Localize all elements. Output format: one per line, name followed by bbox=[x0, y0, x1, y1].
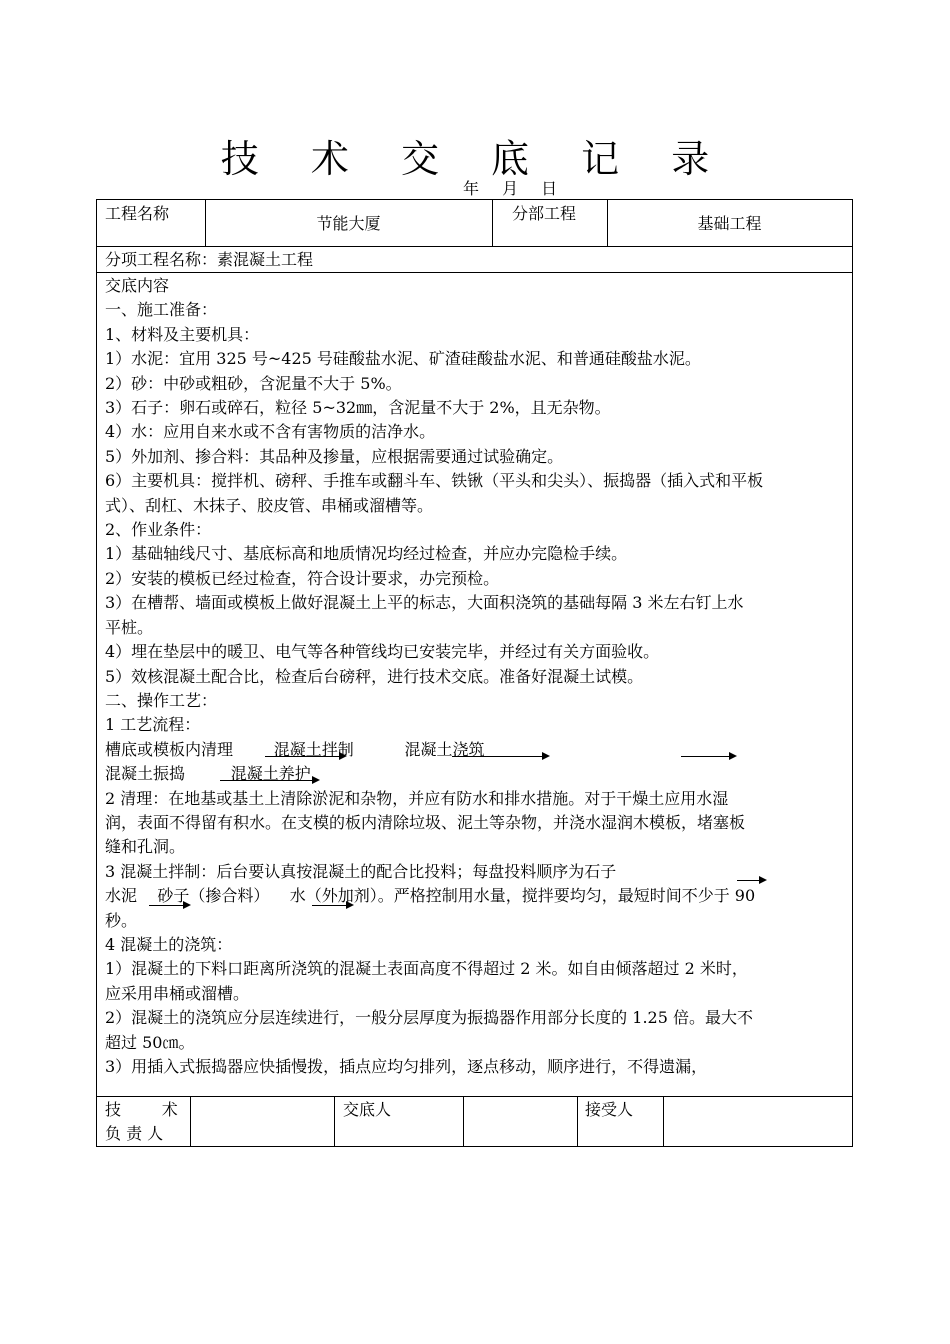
process-flow-line: 槽底或模板内清理 混凝土拌制 混凝土浇筑 bbox=[105, 739, 485, 759]
divider bbox=[492, 200, 493, 246]
flow-arrow-icon bbox=[265, 756, 345, 757]
content-line: 2 清理：在地基或基土上清除淤泥和杂物，并应有防水和排水措施。对于干燥土应用水湿 bbox=[105, 788, 729, 808]
flow-arrow-icon bbox=[312, 905, 352, 906]
subitem-name: 分项工程名称：素混凝土工程 bbox=[105, 250, 314, 269]
content-line: 3）石子：卵石或碎石，粒径 5~32㎜，含泥量不大于 2%，且无杂物。 bbox=[105, 398, 611, 418]
content-line: 超过 50㎝。 bbox=[105, 1032, 195, 1052]
content-line: 交底内容 bbox=[105, 276, 170, 295]
content-line: 2）砂：中砂或粗砂，含泥量不大于 5%。 bbox=[105, 373, 402, 393]
content-line: 1）水泥：宜用 325 号~425 号硅酸盐水泥、矿渣硅酸盐水泥、和普通硅酸盐水泥。 bbox=[105, 349, 701, 369]
date-line: 年 月 日 bbox=[463, 179, 558, 198]
flow-arrow-icon bbox=[149, 905, 189, 906]
project-name-value: 节能大厦 bbox=[316, 214, 381, 233]
divider bbox=[190, 1096, 191, 1146]
divider bbox=[97, 272, 852, 273]
disclosure-content bbox=[105, 274, 847, 1079]
process-flow-line: 混凝土振捣 混凝土养护 bbox=[105, 764, 311, 784]
division-value: 基础工程 bbox=[697, 214, 762, 233]
tech-lead-label: 负 责 人 bbox=[105, 1124, 164, 1143]
content-line: 2）混凝土的浇筑应分层连续进行，一般分层厚度为振捣器作用部分长度的 1.25 倍。最大不 bbox=[105, 1008, 753, 1028]
divider bbox=[577, 1096, 578, 1146]
content-line: 3 混凝土拌制：后台要认真按混凝土的配合比投料；每盘投料顺序为石子 bbox=[105, 861, 617, 881]
tech-lead-label: 技 术 bbox=[105, 1100, 178, 1119]
flow-arrow-icon bbox=[681, 756, 735, 757]
divider bbox=[97, 1096, 852, 1097]
content-line: 2）安装的模板已经过检查，符合设计要求，办完预检。 bbox=[105, 568, 500, 588]
content-line: 一、施工准备： bbox=[105, 300, 218, 320]
flow-arrow-icon bbox=[452, 756, 548, 757]
content-line: 二、操作工艺： bbox=[105, 690, 218, 710]
content-line: 1）基础轴线尺寸、基底标高和地质情况均经过检查，并应办完隐检手续。 bbox=[105, 544, 628, 564]
content-line: 5）效核混凝土配合比，检查后台磅秤，进行技术交底。准备好混凝土试模。 bbox=[105, 666, 644, 686]
content-line: 1 工艺流程： bbox=[105, 715, 201, 735]
content-line: 润，表面不得留有积水。在支模的板内清除垃圾、泥土等杂物，并浇水湿润木模板，堵塞板 bbox=[105, 812, 746, 832]
content-line: 式）、刮杠、木抹子、胶皮管、串桶或溜槽等。 bbox=[105, 495, 434, 515]
content-line: 平桩。 bbox=[105, 617, 154, 637]
content-line: 4）水：应用自来水或不含有害物质的洁净水。 bbox=[105, 422, 436, 442]
content-line: 5）外加剂、掺合料：其品种及掺量，应根据需要通过试验确定。 bbox=[105, 446, 564, 466]
divider bbox=[97, 246, 852, 247]
content-line: 缝和孔洞。 bbox=[105, 837, 186, 857]
flow-arrow-icon bbox=[737, 880, 765, 881]
content-line: 秒。 bbox=[105, 910, 138, 930]
discloser-label: 交底人 bbox=[343, 1100, 392, 1119]
content-line: 2、作业条件： bbox=[105, 520, 212, 540]
content-line: 1）混凝土的下料口距离所浇筑的混凝土表面高度不得超过 2 米。如自由倾落超过 2 米时， bbox=[105, 959, 748, 979]
divider bbox=[334, 1096, 335, 1146]
content-line: 6）主要机具：搅拌机、磅秤、手推车或翻斗车、铁锹（平头和尖头）、振捣器（插入式和平板 bbox=[105, 471, 764, 491]
flow-arrow-icon bbox=[220, 780, 318, 781]
document-title: 技 术 交 底 记 录 bbox=[220, 137, 730, 181]
content-line: 3）用插入式振捣器应快插慢拨，插点应均匀排列，逐点移动，顺序进行，不得遗漏， bbox=[105, 1057, 708, 1076]
divider bbox=[663, 1096, 664, 1146]
content-line: 1、材料及主要机具： bbox=[105, 324, 260, 344]
divider bbox=[463, 1096, 464, 1146]
record-table bbox=[96, 199, 853, 1147]
content-line: 水泥 砂子（掺合料） 水（外加剂）。严格控制用水量，搅拌要均匀，最短时间不少于 90 bbox=[105, 886, 756, 906]
division-label: 分部工程 bbox=[512, 204, 577, 223]
content-line: 应采用串桶或溜槽。 bbox=[105, 983, 250, 1003]
content-line: 4）埋在垫层中的暖卫、电气等各种管线均已安装完毕，并经过有关方面验收。 bbox=[105, 642, 660, 662]
content-line: 4 混凝土的浇筑： bbox=[105, 934, 233, 954]
project-name-label: 工程名称 bbox=[105, 204, 170, 223]
receiver-label: 接受人 bbox=[585, 1100, 634, 1119]
content-line: 3）在槽帮、墙面或模板上做好混凝土上平的标志，大面积浇筑的基础每隔 3 米左右钉上水 bbox=[105, 593, 744, 613]
